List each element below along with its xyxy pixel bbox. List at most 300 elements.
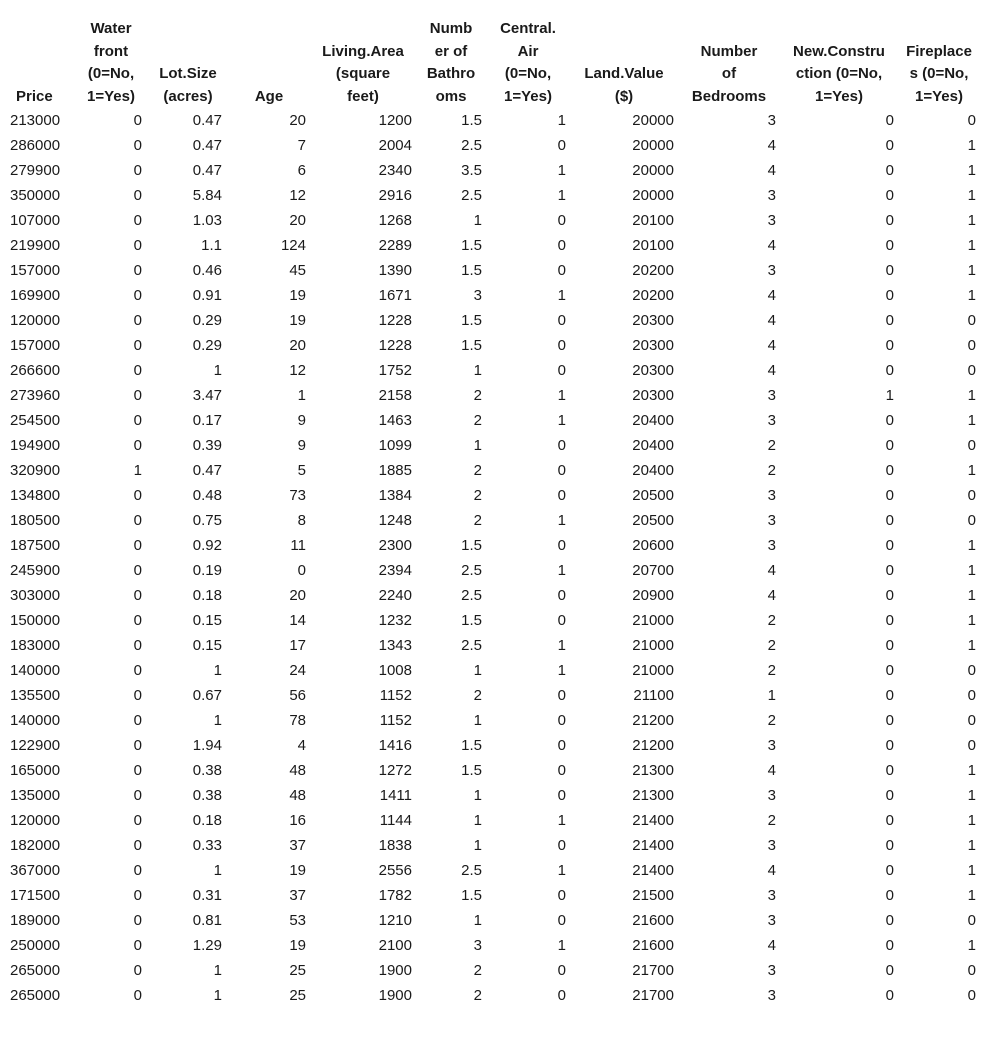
cell-age[interactable]: 11 [290,537,306,554]
cell-central-air[interactable]: 0 [557,962,566,979]
cell-living-area[interactable]: 1411 [379,787,412,804]
cell-living-area[interactable]: 1144 [379,812,412,829]
cell-lot-size[interactable]: 0.81 [192,912,222,929]
cell-bedrooms[interactable]: 2 [767,462,776,479]
cell-age[interactable]: 16 [289,812,306,829]
column-header-land-value[interactable]: Land.Value ($) [584,65,664,105]
cell-lot-size[interactable]: 1 [213,962,222,979]
cell-land-value[interactable]: 20400 [632,437,674,454]
cell-waterfront[interactable]: 0 [133,587,142,604]
cell-central-air[interactable]: 0 [557,712,566,729]
cell-bathrooms[interactable]: 1 [473,837,482,854]
cell-new-construction[interactable]: 0 [885,337,894,354]
cell-living-area[interactable]: 1268 [378,212,412,229]
cell-fireplaces[interactable]: 1 [967,637,976,654]
cell-bedrooms[interactable]: 3 [767,912,776,929]
cell-bathrooms[interactable]: 1 [473,212,482,229]
cell-new-construction[interactable]: 0 [885,562,894,579]
cell-lot-size[interactable]: 0.38 [192,762,222,779]
cell-price[interactable]: 245900 [10,562,61,579]
cell-waterfront[interactable]: 0 [133,762,142,779]
cell-new-construction[interactable]: 0 [885,912,894,929]
cell-central-air[interactable]: 0 [557,137,566,154]
cell-bedrooms[interactable]: 2 [767,712,776,729]
cell-new-construction[interactable]: 0 [885,112,894,129]
cell-central-air[interactable]: 0 [557,587,566,604]
cell-waterfront[interactable]: 0 [133,262,142,279]
cell-central-air[interactable]: 0 [557,262,566,279]
cell-bathrooms[interactable]: 1.5 [461,262,482,279]
cell-central-air[interactable]: 1 [557,412,566,429]
column-header-bathrooms[interactable]: Numb er of Bathro oms [426,20,476,105]
cell-fireplaces[interactable]: 0 [967,712,976,729]
cell-price[interactable]: 303000 [10,587,61,604]
cell-bedrooms[interactable]: 2 [767,612,776,629]
cell-fireplaces[interactable]: 1 [967,137,976,154]
cell-land-value[interactable]: 21500 [632,887,674,904]
cell-lot-size[interactable]: 0.92 [192,537,222,554]
cell-living-area[interactable]: 2556 [378,862,412,879]
cell-price[interactable]: 187500 [10,537,61,554]
cell-age[interactable]: 9 [297,437,306,454]
cell-waterfront[interactable]: 0 [133,512,142,529]
cell-new-construction[interactable]: 0 [885,137,894,154]
cell-living-area[interactable]: 1838 [378,837,412,854]
cell-price[interactable]: 265000 [10,987,61,1004]
cell-price[interactable]: 165000 [10,762,61,779]
cell-waterfront[interactable]: 0 [133,962,142,979]
cell-lot-size[interactable]: 1 [213,362,222,379]
cell-price[interactable]: 169900 [10,287,61,304]
cell-central-air[interactable]: 0 [557,312,566,329]
cell-living-area[interactable]: 1228 [378,337,412,354]
cell-bathrooms[interactable]: 1.5 [461,887,482,904]
cell-age[interactable]: 19 [289,937,306,954]
cell-central-air[interactable]: 1 [557,662,566,679]
cell-bathrooms[interactable]: 1 [473,437,482,454]
cell-land-value[interactable]: 20300 [632,387,674,404]
cell-lot-size[interactable]: 0.47 [192,137,222,154]
cell-price[interactable]: 286000 [10,137,61,154]
cell-fireplaces[interactable]: 1 [967,462,976,479]
cell-bedrooms[interactable]: 3 [767,987,776,1004]
cell-living-area[interactable]: 1152 [379,712,412,729]
cell-price[interactable]: 250000 [10,937,61,954]
cell-land-value[interactable]: 20300 [632,337,674,354]
cell-fireplaces[interactable]: 1 [967,612,976,629]
cell-land-value[interactable]: 20900 [632,587,674,604]
cell-age[interactable]: 48 [289,762,306,779]
cell-lot-size[interactable]: 0.18 [192,587,222,604]
cell-age[interactable]: 25 [289,962,306,979]
cell-new-construction[interactable]: 0 [885,862,894,879]
cell-age[interactable]: 7 [297,137,306,154]
cell-age[interactable]: 1 [297,387,306,404]
cell-bedrooms[interactable]: 3 [767,737,776,754]
cell-waterfront[interactable]: 0 [133,712,142,729]
cell-bathrooms[interactable]: 1.5 [461,237,482,254]
cell-price[interactable]: 135000 [10,787,61,804]
cell-age[interactable]: 20 [289,112,306,129]
cell-fireplaces[interactable]: 0 [967,362,976,379]
cell-age[interactable]: 37 [289,887,306,904]
cell-bedrooms[interactable]: 4 [767,862,776,879]
cell-bathrooms[interactable]: 1.5 [461,762,482,779]
cell-land-value[interactable]: 20000 [632,187,674,204]
cell-age[interactable]: 5 [297,462,306,479]
cell-bedrooms[interactable]: 3 [767,512,776,529]
cell-bedrooms[interactable]: 4 [767,162,776,179]
cell-fireplaces[interactable]: 1 [967,562,976,579]
cell-fireplaces[interactable]: 0 [967,662,976,679]
cell-lot-size[interactable]: 1 [213,662,222,679]
cell-lot-size[interactable]: 0.15 [192,637,222,654]
cell-price[interactable]: 150000 [10,612,61,629]
cell-new-construction[interactable]: 0 [885,687,894,704]
cell-age[interactable]: 73 [289,487,306,504]
cell-price[interactable]: 134800 [10,487,61,504]
cell-land-value[interactable]: 20400 [632,412,674,429]
cell-living-area[interactable]: 1248 [378,512,412,529]
cell-price[interactable]: 189000 [10,912,61,929]
cell-bathrooms[interactable]: 2 [473,462,482,479]
cell-bedrooms[interactable]: 4 [767,237,776,254]
cell-age[interactable]: 56 [289,687,306,704]
cell-fireplaces[interactable]: 1 [967,837,976,854]
cell-land-value[interactable]: 20600 [632,537,674,554]
cell-new-construction[interactable]: 0 [885,887,894,904]
cell-fireplaces[interactable]: 1 [967,862,976,879]
cell-bathrooms[interactable]: 1 [473,787,482,804]
cell-living-area[interactable]: 2289 [378,237,412,254]
cell-living-area[interactable]: 2158 [378,387,412,404]
cell-waterfront[interactable]: 0 [133,612,142,629]
cell-land-value[interactable]: 20100 [632,237,674,254]
cell-fireplaces[interactable]: 1 [967,537,976,554]
cell-central-air[interactable]: 0 [557,837,566,854]
cell-age[interactable]: 78 [289,712,306,729]
cell-age[interactable]: 4 [297,737,306,754]
cell-bathrooms[interactable]: 2.5 [461,562,482,579]
cell-price[interactable]: 122900 [10,737,61,754]
cell-land-value[interactable]: 21100 [633,687,674,704]
cell-land-value[interactable]: 21000 [632,637,674,654]
cell-central-air[interactable]: 0 [557,462,566,479]
cell-central-air[interactable]: 0 [557,737,566,754]
cell-lot-size[interactable]: 0.46 [192,262,222,279]
cell-fireplaces[interactable]: 0 [967,512,976,529]
cell-fireplaces[interactable]: 1 [967,762,976,779]
cell-central-air[interactable]: 0 [557,212,566,229]
cell-bathrooms[interactable]: 3.5 [461,162,482,179]
cell-bedrooms[interactable]: 3 [767,112,776,129]
cell-land-value[interactable]: 20300 [632,312,674,329]
cell-land-value[interactable]: 20400 [632,462,674,479]
cell-price[interactable]: 107000 [10,212,61,229]
cell-waterfront[interactable]: 0 [133,112,142,129]
column-header-age[interactable]: Age [254,87,284,105]
cell-bathrooms[interactable]: 1.5 [461,612,482,629]
column-header-bedrooms[interactable]: Number of Bedrooms [691,42,767,105]
cell-price[interactable]: 367000 [10,862,61,879]
cell-fireplaces[interactable]: 1 [967,412,976,429]
cell-land-value[interactable]: 21700 [632,987,674,1004]
cell-fireplaces[interactable]: 1 [967,237,976,254]
cell-bedrooms[interactable]: 4 [767,287,776,304]
cell-living-area[interactable]: 1228 [378,312,412,329]
cell-age[interactable]: 48 [289,787,306,804]
cell-living-area[interactable]: 1782 [378,887,412,904]
cell-fireplaces[interactable]: 1 [967,287,976,304]
cell-bedrooms[interactable]: 3 [767,187,776,204]
cell-land-value[interactable]: 20700 [632,562,674,579]
cell-land-value[interactable]: 20300 [632,362,674,379]
cell-waterfront[interactable]: 0 [133,387,142,404]
cell-price[interactable]: 279900 [10,162,61,179]
cell-land-value[interactable]: 21200 [632,712,674,729]
cell-land-value[interactable]: 21000 [632,662,674,679]
cell-price[interactable]: 183000 [10,637,61,654]
cell-age[interactable]: 25 [289,987,306,1004]
cell-bedrooms[interactable]: 4 [767,562,776,579]
cell-waterfront[interactable]: 0 [133,237,142,254]
cell-living-area[interactable]: 1210 [378,912,412,929]
cell-bathrooms[interactable]: 1.5 [461,337,482,354]
cell-central-air[interactable]: 1 [557,187,566,204]
cell-fireplaces[interactable]: 0 [967,112,976,129]
cell-new-construction[interactable]: 0 [885,812,894,829]
cell-age[interactable]: 19 [289,287,306,304]
cell-new-construction[interactable]: 0 [885,437,894,454]
cell-bedrooms[interactable]: 2 [767,662,776,679]
cell-bedrooms[interactable]: 2 [767,437,776,454]
cell-bedrooms[interactable]: 3 [767,387,776,404]
cell-bathrooms[interactable]: 3 [473,937,482,954]
cell-age[interactable]: 9 [297,412,306,429]
cell-new-construction[interactable]: 0 [885,987,894,1004]
cell-age[interactable]: 14 [289,612,306,629]
cell-living-area[interactable]: 1200 [378,112,412,129]
cell-price[interactable]: 157000 [10,262,61,279]
cell-fireplaces[interactable]: 0 [967,687,976,704]
cell-new-construction[interactable]: 0 [885,212,894,229]
cell-living-area[interactable]: 1900 [378,962,412,979]
cell-new-construction[interactable]: 0 [885,162,894,179]
cell-age[interactable]: 45 [289,262,306,279]
cell-central-air[interactable]: 0 [557,912,566,929]
cell-fireplaces[interactable]: 1 [967,887,976,904]
cell-lot-size[interactable]: 0.29 [192,337,222,354]
cell-living-area[interactable]: 1463 [378,412,412,429]
cell-living-area[interactable]: 1752 [378,362,412,379]
cell-lot-size[interactable]: 1 [213,712,222,729]
cell-bathrooms[interactable]: 1.5 [461,737,482,754]
cell-central-air[interactable]: 0 [557,362,566,379]
cell-fireplaces[interactable]: 1 [967,262,976,279]
cell-land-value[interactable]: 20500 [632,512,674,529]
cell-living-area[interactable]: 1390 [378,262,412,279]
column-header-lot-size[interactable]: Lot.Size (acres) [159,65,217,105]
cell-fireplaces[interactable]: 1 [967,587,976,604]
cell-central-air[interactable]: 0 [557,537,566,554]
cell-fireplaces[interactable]: 0 [967,987,976,1004]
cell-land-value[interactable]: 21300 [632,762,674,779]
cell-price[interactable]: 135500 [10,687,61,704]
cell-price[interactable]: 350000 [10,187,61,204]
cell-fireplaces[interactable]: 0 [967,487,976,504]
cell-lot-size[interactable]: 0.17 [192,412,222,429]
cell-bedrooms[interactable]: 3 [767,412,776,429]
cell-lot-size[interactable]: 5.84 [192,187,222,204]
cell-land-value[interactable]: 20000 [632,137,674,154]
cell-price[interactable]: 194900 [10,437,61,454]
cell-waterfront[interactable]: 0 [133,362,142,379]
cell-waterfront[interactable]: 0 [133,187,142,204]
cell-price[interactable]: 320900 [10,462,61,479]
cell-age[interactable]: 17 [289,637,306,654]
cell-waterfront[interactable]: 0 [133,637,142,654]
cell-central-air[interactable]: 1 [557,512,566,529]
cell-living-area[interactable]: 1416 [378,737,412,754]
cell-living-area[interactable]: 1885 [378,462,412,479]
cell-waterfront[interactable]: 0 [133,562,142,579]
cell-waterfront[interactable]: 0 [133,987,142,1004]
cell-central-air[interactable]: 0 [557,337,566,354]
cell-central-air[interactable]: 1 [557,112,566,129]
cell-land-value[interactable]: 21400 [632,862,674,879]
cell-waterfront[interactable]: 0 [133,737,142,754]
cell-lot-size[interactable]: 0.38 [192,787,222,804]
cell-fireplaces[interactable]: 1 [967,187,976,204]
cell-lot-size[interactable]: 3.47 [192,387,222,404]
cell-bedrooms[interactable]: 4 [767,312,776,329]
cell-bathrooms[interactable]: 2.5 [461,137,482,154]
cell-price[interactable]: 182000 [10,837,61,854]
cell-age[interactable]: 20 [289,212,306,229]
cell-new-construction[interactable]: 0 [885,587,894,604]
cell-waterfront[interactable]: 0 [133,437,142,454]
cell-bedrooms[interactable]: 3 [767,962,776,979]
cell-new-construction[interactable]: 0 [885,412,894,429]
cell-price[interactable]: 180500 [10,512,61,529]
cell-central-air[interactable]: 0 [557,787,566,804]
cell-age[interactable]: 53 [289,912,306,929]
cell-new-construction[interactable]: 0 [885,787,894,804]
cell-new-construction[interactable]: 1 [885,387,894,404]
cell-bedrooms[interactable]: 4 [767,762,776,779]
cell-bedrooms[interactable]: 3 [767,487,776,504]
cell-land-value[interactable]: 20100 [632,212,674,229]
cell-central-air[interactable]: 0 [557,987,566,1004]
cell-waterfront[interactable]: 0 [133,212,142,229]
cell-new-construction[interactable]: 0 [885,362,894,379]
cell-land-value[interactable]: 20200 [632,262,674,279]
column-header-waterfront[interactable]: Water front (0=No, 1=Yes) [87,20,135,105]
cell-bathrooms[interactable]: 1.5 [461,112,482,129]
cell-central-air[interactable]: 0 [557,887,566,904]
cell-fireplaces[interactable]: 1 [967,212,976,229]
cell-age[interactable]: 8 [297,512,306,529]
column-header-central-air[interactable]: Central. Air (0=No, 1=Yes) [500,20,556,105]
cell-age[interactable]: 19 [289,312,306,329]
cell-land-value[interactable]: 21200 [632,737,674,754]
cell-new-construction[interactable]: 0 [885,662,894,679]
cell-bathrooms[interactable]: 1.5 [461,312,482,329]
cell-bedrooms[interactable]: 1 [767,687,776,704]
cell-fireplaces[interactable]: 0 [967,312,976,329]
cell-lot-size[interactable]: 1.1 [201,237,222,254]
cell-price[interactable]: 273960 [10,387,61,404]
cell-price[interactable]: 254500 [10,412,61,429]
column-header-price[interactable]: Price [16,87,53,105]
cell-land-value[interactable]: 20500 [632,487,674,504]
cell-land-value[interactable]: 21400 [632,812,674,829]
cell-central-air[interactable]: 1 [557,562,566,579]
cell-lot-size[interactable]: 1 [213,987,222,1004]
cell-bathrooms[interactable]: 3 [473,287,482,304]
cell-central-air[interactable]: 0 [557,437,566,454]
cell-new-construction[interactable]: 0 [885,312,894,329]
cell-waterfront[interactable]: 0 [133,312,142,329]
cell-bedrooms[interactable]: 3 [767,837,776,854]
cell-central-air[interactable]: 1 [557,862,566,879]
cell-bedrooms[interactable]: 2 [767,812,776,829]
cell-lot-size[interactable]: 0.75 [192,512,222,529]
cell-waterfront[interactable]: 0 [133,787,142,804]
cell-price[interactable]: 266600 [10,362,61,379]
cell-age[interactable]: 12 [289,362,306,379]
cell-living-area[interactable]: 1671 [378,287,412,304]
cell-bathrooms[interactable]: 2.5 [461,862,482,879]
cell-waterfront[interactable]: 0 [133,687,142,704]
cell-bathrooms[interactable]: 1 [473,362,482,379]
cell-new-construction[interactable]: 0 [885,462,894,479]
cell-age[interactable]: 6 [297,162,306,179]
cell-living-area[interactable]: 2916 [378,187,412,204]
cell-new-construction[interactable]: 0 [885,737,894,754]
cell-central-air[interactable]: 0 [557,762,566,779]
cell-bathrooms[interactable]: 1 [473,712,482,729]
cell-price[interactable]: 265000 [10,962,61,979]
cell-fireplaces[interactable]: 1 [967,812,976,829]
cell-bathrooms[interactable]: 2.5 [461,187,482,204]
cell-land-value[interactable]: 21000 [632,612,674,629]
cell-waterfront[interactable]: 0 [133,287,142,304]
cell-bathrooms[interactable]: 2 [473,412,482,429]
cell-age[interactable]: 0 [297,562,306,579]
cell-waterfront[interactable]: 0 [133,937,142,954]
cell-bedrooms[interactable]: 3 [767,887,776,904]
cell-lot-size[interactable]: 0.67 [192,687,222,704]
cell-lot-size[interactable]: 0.29 [192,312,222,329]
cell-new-construction[interactable]: 0 [885,937,894,954]
cell-new-construction[interactable]: 0 [885,637,894,654]
cell-central-air[interactable]: 0 [557,612,566,629]
cell-lot-size[interactable]: 1.29 [192,937,222,954]
cell-new-construction[interactable]: 0 [885,762,894,779]
cell-lot-size[interactable]: 0.47 [192,162,222,179]
cell-fireplaces[interactable]: 0 [967,337,976,354]
cell-central-air[interactable]: 1 [557,162,566,179]
cell-lot-size[interactable]: 0.15 [192,612,222,629]
cell-fireplaces[interactable]: 1 [967,387,976,404]
cell-price[interactable]: 140000 [10,662,61,679]
cell-living-area[interactable]: 1152 [379,687,412,704]
cell-lot-size[interactable]: 0.47 [192,462,222,479]
cell-new-construction[interactable]: 0 [885,237,894,254]
cell-lot-size[interactable]: 0.47 [192,112,222,129]
cell-waterfront[interactable]: 0 [133,912,142,929]
